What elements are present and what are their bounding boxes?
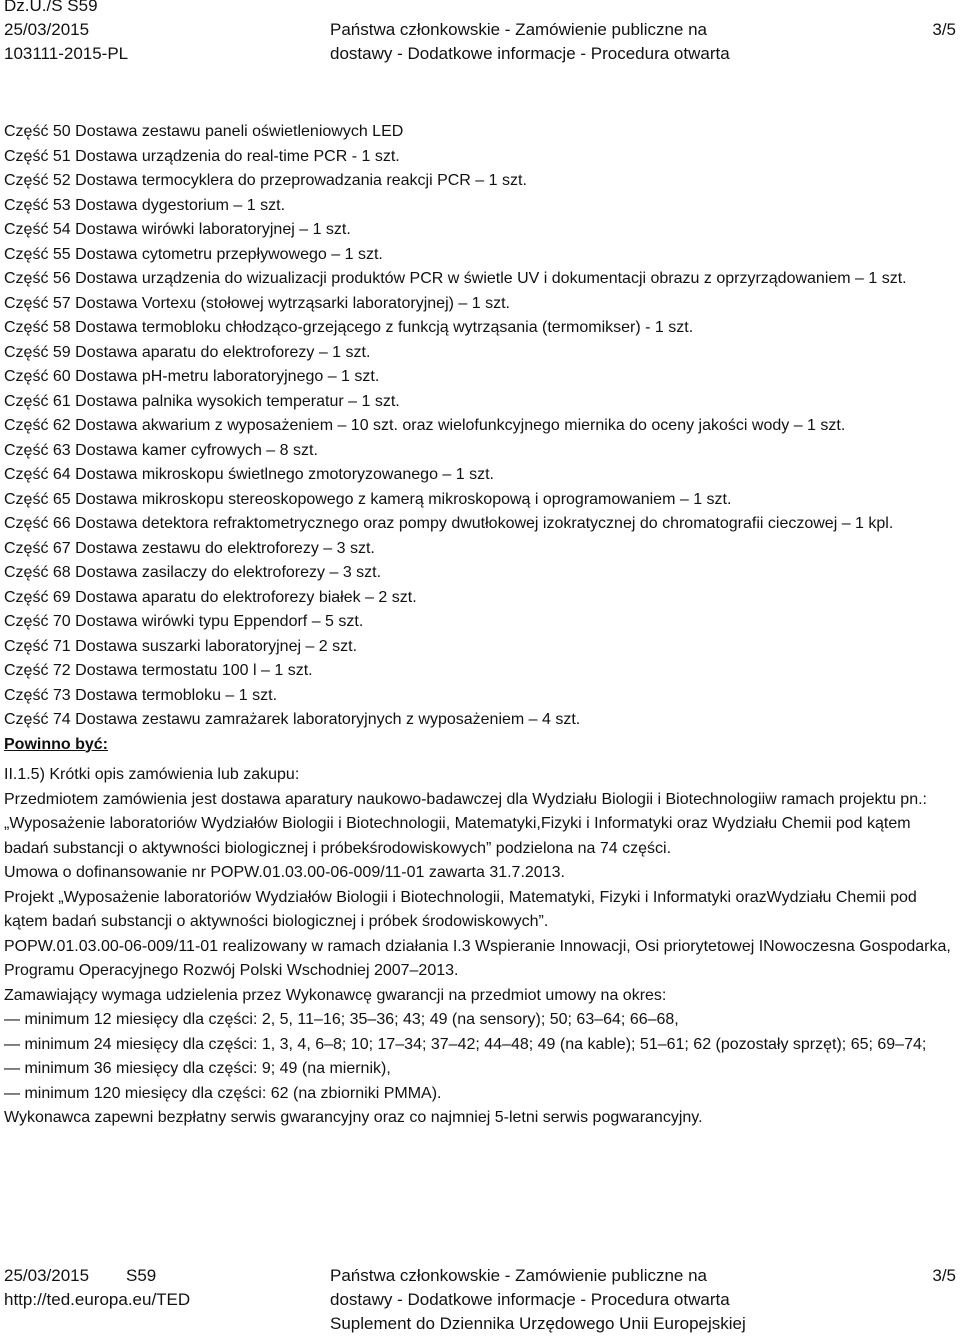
footer-date: 25/03/2015: [4, 1266, 90, 1285]
list-item: Część 59 Dostawa aparatu do elektroforezy – 1 szt.: [4, 343, 371, 361]
header-reference: [4, 0, 128, 66]
paragraph: Wykonawca zapewni bezpłatny serwis gwarancyjny oraz co najmniej 5-letni serwis pogwarancyjny.: [4, 1109, 703, 1126]
list-item: Część 62 Dostawa akwarium z wyposażeniem – 10 szt. oraz wielofunkcyjnego miernika do oceny jakości wody – 1 szt.: [4, 417, 846, 434]
list-item: Część 63 Dostawa kamer cyfrowych – 8 szt.: [4, 441, 318, 459]
page-header: [4, 0, 956, 70]
paragraph: Projekt „Wyposażenie laboratoriów Wydziałów Biologii i Biotechnologii, Matematyki, Fizyki i Informatyki orazWydziału Chemii pod kątem badań substancji o aktywności biologicznej i próbek środowiskowych”.: [4, 888, 917, 930]
list-item: Część 65 Dostawa mikroskopu stereoskopowego z kamerą mikroskopową i oprogramowaniem – 1 szt.: [4, 490, 732, 508]
section-title: II.1.5) Krótki opis zamówienia lub zakupu:: [4, 766, 300, 783]
warranty-item: — minimum 36 miesięcy dla części: 9; 49 (na miernik),: [4, 1060, 391, 1077]
warranty-item: — minimum 12 miesięcy dla części: 2, 5, 11–16; 35–36; 43; 49 (na sensory); 50; 63–64; 66–68,: [4, 1011, 679, 1028]
list-item: Część 73 Dostawa termobloku – 1 szt.: [4, 686, 278, 704]
list-item: Część 60 Dostawa pH-metru laboratoryjnego – 1 szt.: [4, 368, 380, 385]
list-item: Część 53 Dostawa dygestorium – 1 szt.: [4, 196, 286, 214]
list-item: Część 69 Dostawa aparatu do elektroforezy białek – 2 szt.: [4, 588, 417, 606]
list-item: Część 68 Dostawa zasilaczy do elektroforezy – 3 szt.: [4, 564, 382, 581]
list-item: Część 50 Dostawa zestawu paneli oświetleniowych LED: [4, 123, 404, 140]
header-notice-id: 103111-2015-PL: [4, 44, 129, 63]
footer-notice-type: [330, 1264, 810, 1336]
list-item: Część 58 Dostawa termobloku chłodząco-grzejącego z funkcją wytrząsania (termomikser) - 1 szt.: [4, 319, 694, 336]
should-be-heading: Powinno być:: [4, 735, 108, 753]
paragraph: Umowa o dofinansowanie nr POPW.01.03.00-06-009/11-01 zawarta 31.7.2013.: [4, 864, 565, 881]
list-item: Część 51 Dostawa urządzenia do real-time PCR - 1 szt.: [4, 147, 400, 165]
paragraph: Przedmiotem zamówienia jest dostawa aparatury naukowo-badawczej dla Wydziału Biologii i Biotechnologiiw ramach projektu pn.: „Wyposażenie laboratoriów Wydziałów Biologii i Biotechnologii, Matematyki,Fizyki i Informatyki oraz Wydziału Chemii pod kątem badań substancji o aktywności biologicznej i próbekśrodowiskowych” podzielona na 74 części.: [4, 790, 927, 857]
list-item: Część 74 Dostawa zestawu zamrażarek laboratoryjnych z wyposażeniem – 4 szt.: [4, 711, 581, 728]
footer-notice-type-line-1: Państwa członkowskie - Zamówienie publiczne na: [330, 1266, 708, 1285]
list-item: Część 56 Dostawa urządzenia do wizualizacji produktów PCR w świetle UV i dokumentacji obrazu z oprzyrządowaniem – 1 szt.: [4, 270, 907, 287]
header-notice-type-line-1: Państwa członkowskie - Zamówienie publiczne na: [330, 20, 708, 39]
list-item: Część 67 Dostawa zestawu do elektroforezy – 3 szt.: [4, 539, 375, 557]
footer-supplement: Suplement do Dziennika Urzędowego Unii Europejskiej: [330, 1314, 746, 1333]
list-item: Część 70 Dostawa wirówki typu Eppendorf – 5 szt.: [4, 613, 364, 630]
footer-url[interactable]: http://ted.europa.eu/TED: [4, 1290, 191, 1309]
list-item: Część 71 Dostawa suszarki laboratoryjnej – 2 szt.: [4, 637, 358, 655]
paragraph: Zamawiający wymaga udzielenia przez Wykonawcę gwarancji na przedmiot umowy na okres:: [4, 986, 667, 1004]
warranty-item: — minimum 120 miesięcy dla części: 62 (na zbiorniki PMMA).: [4, 1084, 442, 1102]
list-item: Część 66 Dostawa detektora refraktometrycznego oraz pompy dwutłokowej izokratycznej do chromatografii cieczowej – 1 kpl.: [4, 515, 894, 532]
list-item: Część 57 Dostawa Vortexu (stołowej wytrząsarki laboratoryjnej) – 1 szt.: [4, 294, 510, 312]
paragraph: POPW.01.03.00-06-009/11-01 realizowany w ramach działania I.3 Wspieranie Innowacji, Osi priorytetowej INowoczesna Gospodarka, Programu Operacyjnego Rozwój Polski Wschodniej 2007–2013.: [4, 937, 951, 979]
header-page-number: 3/5: [932, 20, 956, 39]
header-notice-type-line-2: dostawy - Dodatkowe informacje - Procedura otwarta: [330, 44, 730, 63]
header-journal-ref: Dz.U./S S59: [4, 0, 98, 15]
list-item: Część 61 Dostawa palnika wysokich temperatur – 1 szt.: [4, 392, 400, 410]
warranty-item: — minimum 24 miesięcy dla części: 1, 3, 4, 6–8; 10; 17–34; 37–42; 44–48; 49 (na kable); 51–61; 62 (pozostały sprzęt); 65; 69–74;: [4, 1035, 927, 1053]
header-notice-type: [330, 18, 810, 66]
header-date: 25/03/2015: [4, 20, 90, 39]
footer-series: S59: [126, 1266, 157, 1285]
parts-list: [4, 120, 956, 733]
list-item: Część 52 Dostawa termocyklera do przeprowadzania reakcji PCR – 1 szt.: [4, 172, 527, 189]
footer-page-number: 3/5: [932, 1266, 956, 1285]
footer-reference: [4, 1264, 190, 1312]
document-body: [4, 120, 956, 1131]
footer-notice-type-line-2: dostawy - Dodatkowe informacje - Procedura otwarta: [330, 1290, 730, 1309]
list-item: Część 72 Dostawa termostatu 100 l – 1 szt.: [4, 662, 313, 679]
section-text: [4, 788, 956, 1131]
page-footer: [4, 1264, 956, 1334]
list-item: Część 54 Dostawa wirówki laboratoryjnej – 1 szt.: [4, 221, 351, 238]
list-item: Część 64 Dostawa mikroskopu świetlnego zmotoryzowanego – 1 szt.: [4, 466, 494, 483]
list-item: Część 55 Dostawa cytometru przepływowego – 1 szt.: [4, 245, 383, 263]
